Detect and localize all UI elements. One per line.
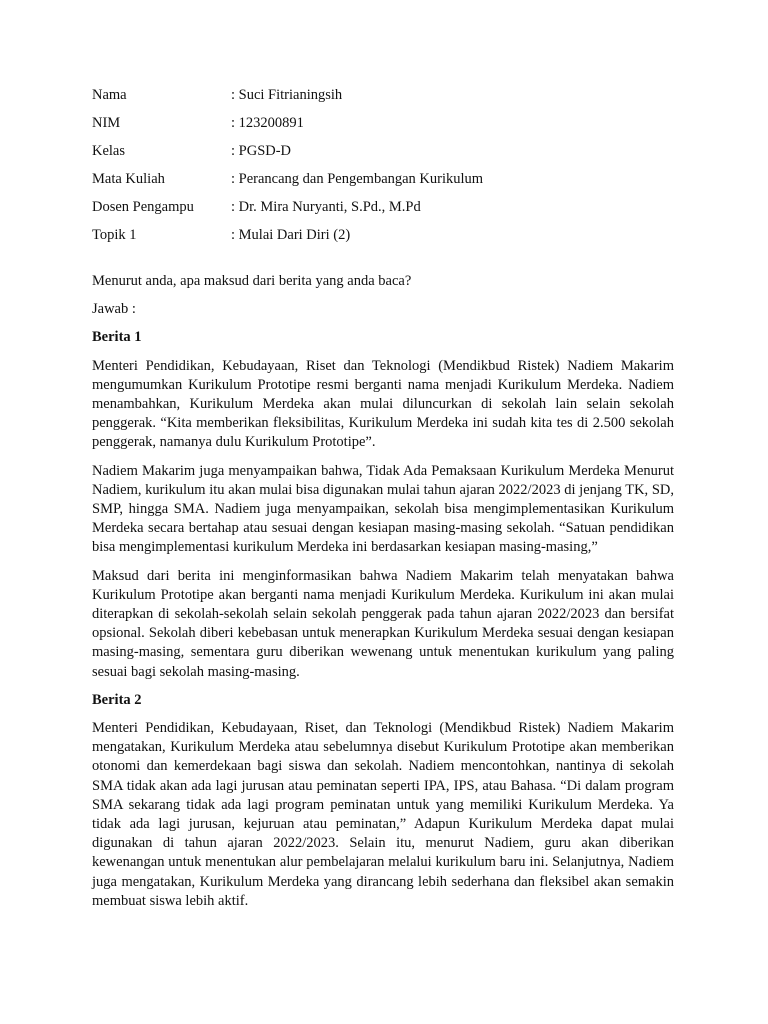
info-label: Dosen Pengampu	[92, 199, 194, 215]
berita-1-summary: Maksud dari berita ini menginformasikan bahwa Nadiem Makarim telah menyatakan bahwa Kurikulum Prototipe akan berganti nama menjadi Kurikulum Merdeka. Kurikulum ini akan mulai diterapkan di sekolah-sekolah selain sekolah penggerak pada tahun ajaran 2022/2023 dan bersifat opsional. Sekolah diberi kebebasan untuk menerapkan Kurikulum Merdeka sesuai dengan kesiapan masing-masing, sementara guru diberikan wewenang untuk menentukan kurikulum yang paling sesuai bagi sekolah masing-masing.	[92, 567, 674, 680]
info-label: Nama	[92, 87, 127, 103]
berita-1-paragraph-1: Menteri Pendidikan, Kebudayaan, Riset dan Teknologi (Mendikbud Ristek) Nadiem Makarim mengumumkan Kurikulum Prototipe resmi berganti nama menjadi Kurikulum Merdeka. Nadiem menambahkan, Kurikulum Merdeka akan mulai diluncurkan di sekolah lain selain sekolah penggerak. “Kita memberikan fleksibilitas, Kurikulum Merdeka ini sudah kita tes di 2.500 sekolah penggerak, namanya dulu Kurikulum Prototipe”.	[92, 357, 674, 451]
answer-label: Jawab :	[92, 301, 136, 318]
section-spacer	[92, 254, 674, 272]
info-row-mata-kuliah	[92, 170, 674, 189]
info-value: : Suci Fitrianingsih	[231, 87, 343, 103]
student-info	[92, 86, 674, 245]
info-value: : PGSD-D	[231, 143, 292, 159]
document-page	[92, 86, 674, 920]
info-row-dosen-pengampu	[92, 198, 674, 217]
info-value: : Perancang dan Pengembangan Kurikulum	[231, 171, 484, 187]
info-label: Kelas	[92, 143, 126, 159]
info-value: : Mulai Dari Diri (2)	[231, 227, 351, 243]
info-value: : Dr. Mira Nuryanti, S.Pd., M.Pd	[231, 199, 421, 215]
berita-2-heading: Berita 2	[92, 691, 142, 708]
question-text: Menurut anda, apa maksud dari berita yang anda baca?	[92, 273, 412, 289]
info-row-nim	[92, 114, 674, 133]
berita-2-paragraph-1: Menteri Pendidikan, Kebudayaan, Riset, dan Teknologi (Mendikbud Ristek) Nadiem Makarim mengatakan, Kurikulum Merdeka atau sebelumnya disebut Kurikulum Prototipe akan memberikan otonomi dan kemerdekaan bagi siswa dan sekolah. Nadiem mencontohkan, nantinya di sekolah SMA tidak akan ada lagi jurusan atau peminatan seperti IPA, IPS, atau Bahasa. “Di dalam program SMA sekarang tidak ada lagi program peminatan untuk yang memiliki Kurikulum Merdeka. Ya tidak ada lagi jurusan, kejuruan atau peminatan,” Adapun Kurikulum Merdeka dapat mulai digunakan di tahun ajaran 2022/2023. Selain itu, menurut Nadiem, guru akan diberikan kewenangan untuk menentukan alur pembelajaran melalui kurikulum baru ini. Selanjutnya, Nadiem juga mengatakan, Kurikulum Merdeka yang dirancang lebih sederhana dan fleksibel akan semakin membuat siswa lebih aktif.	[92, 720, 674, 909]
info-row-topik	[92, 226, 674, 245]
berita-1-heading: Berita 1	[92, 329, 142, 346]
berita-1-paragraph-2: Nadiem Makarim juga menyampaikan bahwa, Tidak Ada Pemaksaan Kurikulum Merdeka Menurut Nadiem, kurikulum itu akan mulai bisa digunakan mulai tahun ajaran 2022/2023 di jenjang TK, SD, SMP, hingga SMA. Nadiem juga menyampaikan, sekolah bisa mengimplementasikan Kurikulum Merdeka secara bertahap atau sesuai dengan kesiapan masing-masing sekolah. “Satuan pendidikan bisa mengimplementasi kurikulum Merdeka ini berdasarkan kesiapan masing-masing,”	[92, 462, 674, 556]
info-label: Mata Kuliah	[92, 171, 165, 187]
info-row-nama	[92, 86, 674, 105]
info-label: Topik 1	[92, 227, 137, 243]
info-value: : 123200891	[231, 115, 304, 131]
info-label: NIM	[92, 115, 121, 131]
info-row-kelas	[92, 142, 674, 161]
